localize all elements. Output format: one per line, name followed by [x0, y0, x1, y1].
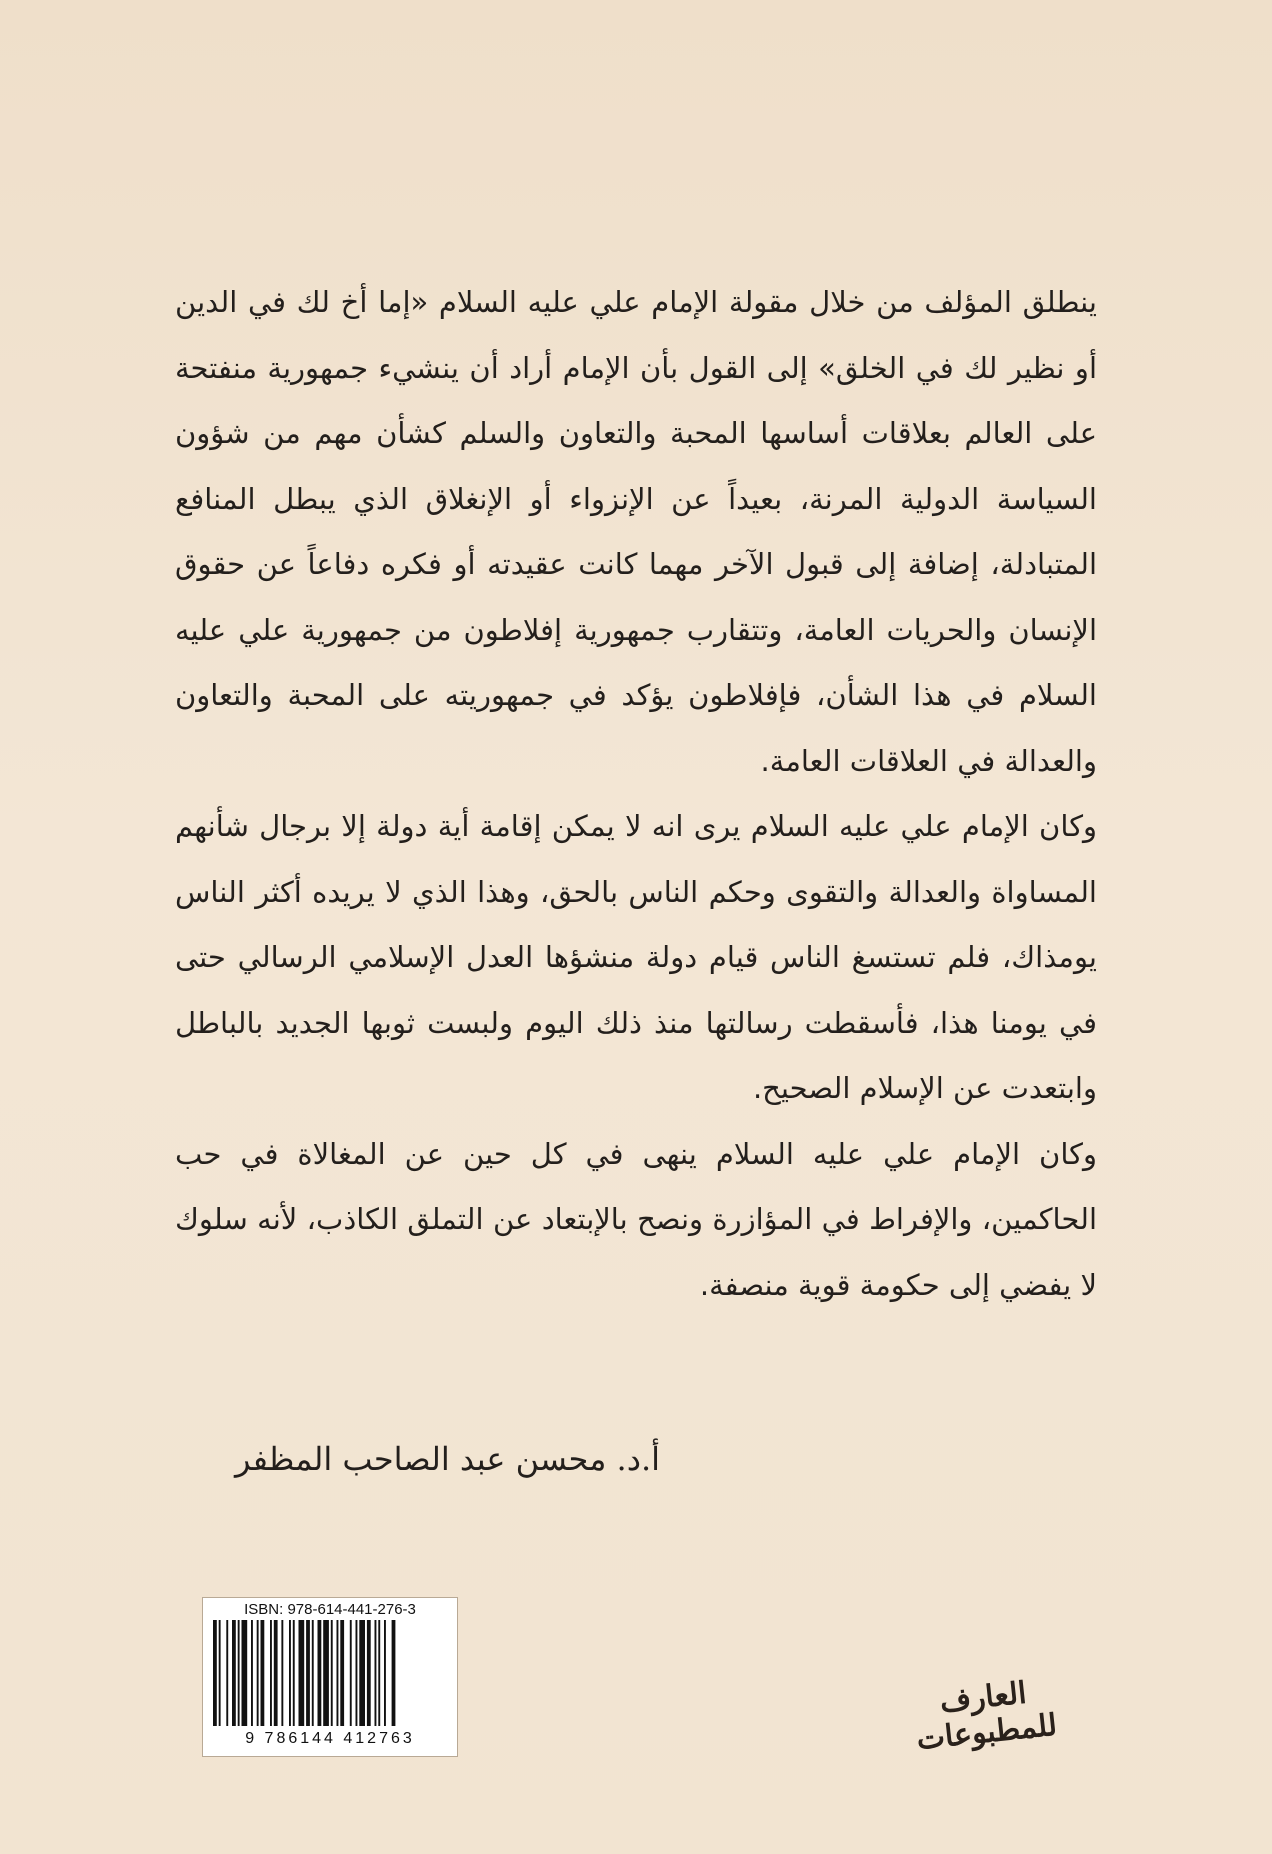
blurb-paragraph-2: وكان الإمام علي عليه السلام يرى انه لا يمكن إقامة أية دولة إلا برجال شأنهم المساواة والعدالة والتقوى وحكم الناس بالحق، وهذا الذي لا يريده أكثر الناس يومذاك، فلم تستسغ الناس قيام دولة منشؤها العدل الإسلامي الرسالي حتى في يومنا هذا، فأسقطت رسالتها منذ ذلك اليوم ولبست ثوبها الجديد بالباطل وابتعدت عن الإسلام الصحيح. — [175, 809, 1097, 1105]
author-name: أ.د. محسن عبد الصاحب المظفر — [235, 1440, 660, 1478]
blurb-paragraph-1: ينطلق المؤلف من خلال مقولة الإمام علي عليه السلام «إما أخ لك في الدين أو نظير لك في الخلق» إلى القول بأن الإمام أراد أن ينشيء جمهورية منفتحة على العالم بعلاقات أساسها المحبة والتعاون والسلم كشأن مهم من شؤون السياسة الدولية المرنة، بعيداً عن الإنزواء أو الإنغلاق الذي يبطل المنافع المتبادلة، إضافة إلى قبول الآخر مهما كانت عقيدته أو فكره دفاعاً عن حقوق الإنسان والحريات العامة، وتتقارب جمهورية إفلاطون من جمهورية علي عليه السلام في هذا الشأن، فإفلاطون يؤكد في جمهوريته على المحبة والتعاون والعدالة في العلاقات العامة. — [175, 285, 1097, 778]
blurb-paragraph-3: وكان الإمام علي عليه السلام ينهى في كل حين عن المغالاة في حب الحاكمين، والإفراط في المؤازرة ونصح بالإبتعاد عن التملق الكاذب، لأنه سلوك لا يفضي إلى حكومة قوية منصفة. — [175, 1136, 1097, 1302]
barcode-bars — [211, 1620, 449, 1728]
blurb-text — [175, 270, 1097, 1318]
publisher-logo: العارف للمطبوعات — [914, 1675, 1059, 1758]
isbn-label: ISBN: 978-614-441-276-3 — [244, 1601, 416, 1618]
barcode-digits: 9 786144 412763 — [245, 1730, 415, 1747]
isbn-barcode — [202, 1597, 458, 1757]
